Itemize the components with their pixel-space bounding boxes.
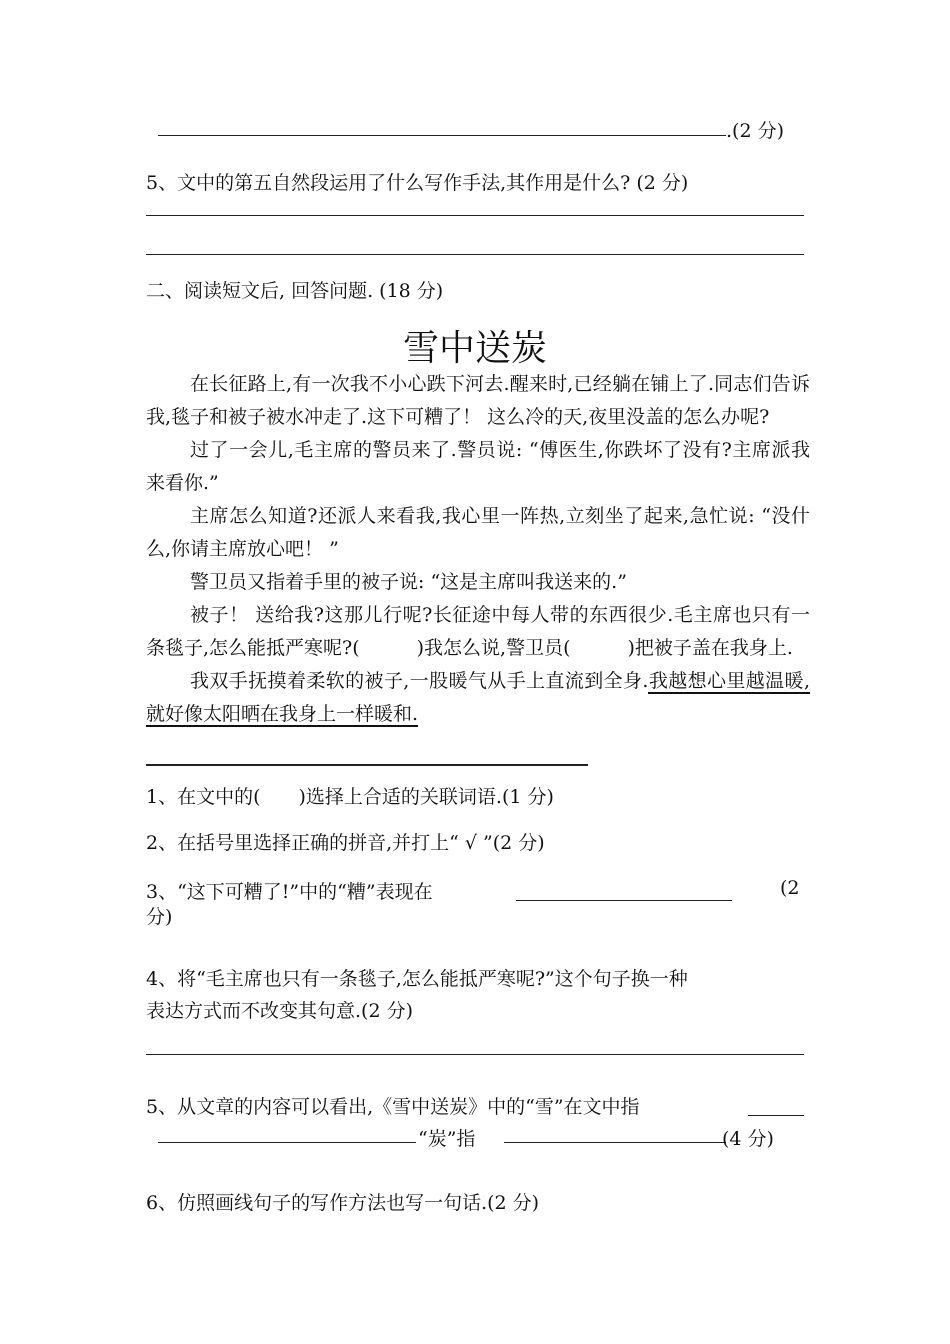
question-5-line1: 5、从文章的内容可以看出,《雪中送炭》中的“雪”在文中指 xyxy=(146,1096,640,1118)
section-heading: 二、阅读短文后, 回答问题. (18 分) xyxy=(146,280,444,302)
question-5-score: (4 分) xyxy=(722,1128,774,1150)
answer-line xyxy=(146,254,804,255)
answer-line xyxy=(158,135,726,136)
answer-line xyxy=(748,1115,804,1116)
question-3: 3、“这下可糟了!”中的“糟”表现在 xyxy=(146,881,433,903)
paragraph-text: 我双手抚摸着柔软的被子,一股暖气从手上直流到全身. xyxy=(190,670,649,692)
passage-divider xyxy=(146,764,588,766)
reading-passage xyxy=(146,368,810,731)
question-4-line1: 4、将“毛主席也只有一条毯子,怎么能抵严寒呢?”这个句子换一种 xyxy=(146,968,688,990)
question-3-score-unit: 分) xyxy=(146,906,173,928)
question-2: 2、在括号里选择正确的拼音,并打上“ √ ”(2 分) xyxy=(146,832,545,854)
paragraph: 在长征路上,有一次我不小心跌下河去.醒来时,已经躺在铺上了.同志们告诉我,毯子和被子被水冲走了.这下可糟了！ 这么冷的天,夜里没盖的怎么办呢? xyxy=(146,373,810,428)
paragraph: 警卫员又指着手里的被子说: “这是主席叫我送来的.” xyxy=(190,571,627,593)
paragraph xyxy=(146,665,810,731)
question-1: 1、在文中的( )选择上合适的关联词语.(1 分) xyxy=(146,786,554,808)
paragraph: 主席怎么知道?还派人来看我,我心里一阵热,立刻坐了起来,急忙说: “没什么,你请主席放心吧！ ” xyxy=(146,505,810,560)
answer-line xyxy=(158,1142,416,1143)
answer-line xyxy=(146,1054,804,1055)
question-4-line2: 表达方式而不改变其句意.(2 分) xyxy=(146,1000,413,1022)
question-5-tan: “炭”指 xyxy=(418,1128,476,1150)
answer-line xyxy=(504,1142,726,1143)
score-label: .(2 分) xyxy=(726,120,784,142)
question-6: 6、仿照画线句子的写作方法也写一句话.(2 分) xyxy=(146,1192,540,1214)
answer-line xyxy=(516,900,732,901)
answer-line xyxy=(146,215,804,216)
passage-title: 雪中送炭 xyxy=(402,328,547,369)
underlined-sentence: 我越想心里越温暖,就好像太阳晒在我身上一样暖和. xyxy=(146,670,810,725)
paragraph: 被子！ 送给我?这那儿行呢?长征途中每人带的东西很少.毛主席也只有一条毯子,怎么能抵严寒呢?( )我怎么说,警卫员( )把被子盖在我身上. xyxy=(146,604,810,659)
question-5-top: 5、文中的第五自然段运用了什么写作手法,其作用是什么? (2 分) xyxy=(146,172,689,194)
question-3-score: (2 xyxy=(780,877,800,899)
paragraph: 过了一会儿,毛主席的警员来了.警员说: “傅医生,你跌坏了没有?主席派我来看你.” xyxy=(146,439,810,494)
